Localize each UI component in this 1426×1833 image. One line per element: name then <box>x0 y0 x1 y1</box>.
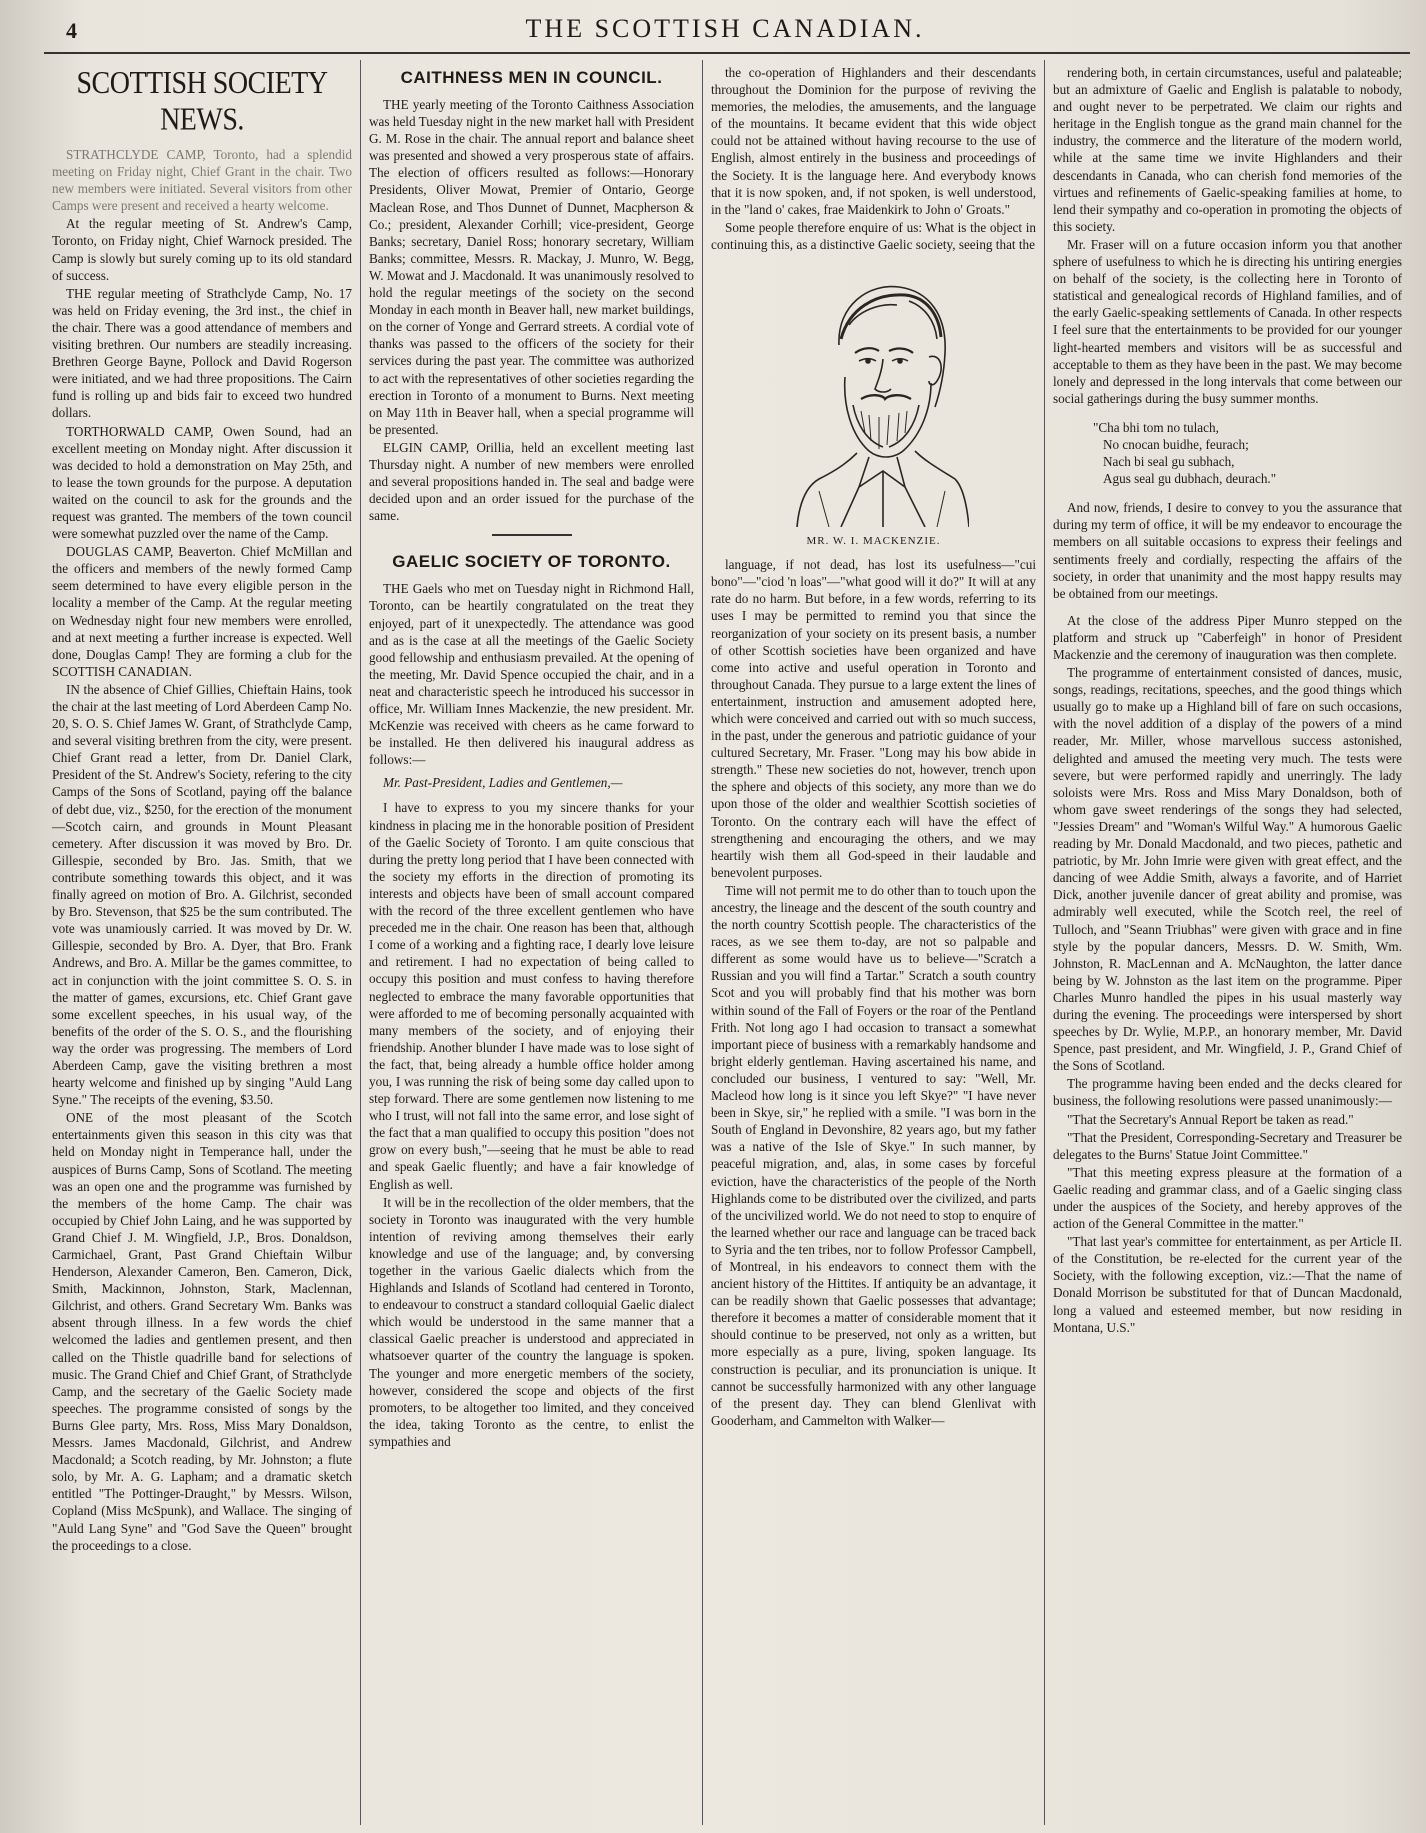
resolution: "That the Secretary's Annual Report be taken as read." <box>1067 1111 1354 1127</box>
article-paragraph: ELGIN CAMP, Orillia, held an excellent meeting last Thursday night. A number of new members were enrolled and several propositions handed in. The seal and badge were decided upon and an order issued for the purchase of the same. <box>369 439 694 524</box>
article-paragraph: Some people therefore enquire of us: What is the object in continuing this, as a distinctive Gaelic society, seeing that the <box>711 219 1036 252</box>
verse-line: "Cha bhi tom no tulach, <box>1093 419 1219 435</box>
article-paragraph: I have to express to you my sincere thanks for your kindness in placing me in the honorable position of President of the Gaelic Society of Toronto. I am quite conscious that during the pretty long period that I have been connected with the society my efforts in the direction of promoting its interests and objects have been of small account compared with the record of the three excellent gentlemen who have preceded me in the chair. One reason has been that, although I come of a working and a fighting race, I dearly love leisure and retirement. I had no expectation of being called to occupy this position and must confess to having therefore neglected to embrace the many favorable opportunities that were afforded to me of becoming personally acquainted with many members of the society, and of enjoying their friendship. Another blunder I have made was to lose sight of the fact, that, being already a humble office holder among you, I was running the risk of being some day called upon to step forward. There are some gentlemen now listening to me who I trust, will not fall into the same error, and lose sight of the fact that a man qualified to occupy this position "does not grow on every bush,"—seeing that he must be able to read and speak Gaelic fluently; and have a fair knowledge of English as well. <box>369 800 694 1192</box>
verse-line: Agus seal gu dubhach, deurach." <box>1103 471 1277 487</box>
resolution: "That last year's committee for entertainment, as per Article II. of the Constitution, be re-elected for the current year of the Society, with the following exception, viz.:—That the name of Donald Morrison be substituted for that of Duncan Macdonald, long a valued and esteemed member, but now residing in Montana, U.S." <box>1053 1234 1402 1335</box>
address-salutation: Mr. Past-President, Ladies and Gentlemen,— <box>383 775 623 791</box>
article-paragraph: THE Gaels who met on Tuesday night in Richmond Hall, Toronto, can be heartily congratulated on the treat they enjoyed, part of it unexpectedly. The attendance was good and as is the case at all the meetings of the Gaelic Society good fellowship and enthusiasm prevailed. At the opening of the meeting, Mr. David Spence occupied the chair, and in a neat and characteristic speech he introduced his successor in office, Mr. William Innes Mackenzie, the new president. Mr. McKenzie was received with cheers as he came forward to be installed. He then delivered his inaugural address as follows:— <box>369 581 694 768</box>
page-number: 4 <box>66 18 77 43</box>
article-paragraph: The programme of entertainment consisted of dances, music, songs, readings, recitations, speeches, and the good things which usually go to make up a Highland bill of fare on such occasions, with the novel addition of a display of the powers of a mind reader, Mr. Miller, whose marvellous success astonished, delighted and amused the meeting very much. The tests were severe, but were performed rapidly and unerringly. The lady soloists were Mrs. Ross and Miss Mary Donaldson, both of whom gave sweet renderings of the songs they had selected, "Jessies Dream" and "Woman's Wilful Way." A humorous Gaelic reading by Mr. Donald Macdonald, and two pieces, pathetic and patriotic, by Mr. John Imrie were given with great effect, and the dancing of wee Addie Smith, always a favorite, and of Harriet Dick, another juvenile dancer of great ability and promise, was admirably well executed, while the Scotch reel, the reel of Tulloch, and "Seann Triubhas" were given with grace and in fine style by the popular dancers, Messrs. D. W. Smith, Wm. Johnston, R. MacLennan and A. McNaughton, the latter dance being by W. Johnston as the last item on the programme. Piper Charles Munro handled the pipes in his usual masterly way during the evening. The proceedings were interspersed by short speeches by Dr. Wylie, M.P.P., an honorary member, Mr. David Spence, past president, and Mr. Wingfield, J. P., Grand Chief of the Sons of Scotland. <box>1053 665 1402 1074</box>
article-paragraph: ONE of the most pleasant of the Scotch entertainments given this season in this city was that held on Monday night in Temperance hall, under the auspices of Burns Camp, Sons of Scotland. The meeting was an open one and the programme was furnished by the members of the home Camp. The chair was occupied by Chief John Laing, and he was supported by Grand Chief J. M. Wingfield, J.P., Bros. Donaldson, Carmichael, Grant, Past Grand Chieftain Wilbur Henderson, Alexander Cameron, Ben. Cameron, Dick, Smith, Mackinnon, Johnston, Stark, Maclennan, Gilchrist, and others. Grand Secretary Wm. Banks was absent through illness. In a few words the chief welcomed the ladies and gentlemen present, and then called on the Thistle quadrille band for selections of music. The Grand Chief and Chief Grant, of Strathclyde Camp, and the secretary of the Gaelic Society made speeches. The programme consisted of songs by the Burns Glee party, Mrs. Ross, Miss Mary Donaldson, Messrs. James Macdonald, Gilchrist, and Andrew Macdonald; a Scotch reading, by Mr. Johnston; a flute solo, by Mr. A. G. Lapham; and a dramatic sketch entitled "The Pottinger-Draught," by Messrs. Wilson, Copland (Miss McSpunk), and Wallace. The singing of "Auld Lang Syne" and "God Save the Queen" brought the proceedings to a close. <box>52 1110 352 1553</box>
gaelic-verse <box>1093 419 1402 487</box>
article-paragraph: It will be in the recollection of the older members, that the society in Toronto was inaugurated with the very humble intention of reviving among themselves their early knowledge and use of the language; and, by conversing together in the various Gaelic dialects which from the Highlands and Islands of Scotland had centered in Toronto, to endeavour to construct a standard colloquial Gaelic dialect which would be understood in the same manner that a classical Gaelic preacher is understood and appreciated in whatsoever quarter of the country the language is spoken. The younger and more energetic members of the society, however, considered the scope and objects of the first promoters, to be altogether too limited, and they conceived the idea, taking Toronto as the centre, to enlist the sympathies and <box>369 1194 694 1449</box>
section-title-caithness: CAITHNESS MEN IN COUNCIL. <box>400 68 663 87</box>
column-2 <box>360 60 702 1825</box>
column-1 <box>44 60 360 1825</box>
article-paragraph: At the close of the address Piper Munro stepped on the platform and struck up "Caberfeigh" in honor of President Mackenzie and the ceremony of inauguration was then complete. <box>1053 612 1402 662</box>
article-paragraph: rendering both, in certain circumstances, useful and palateable; but an admixture of Gaelic and English is palatable to nobody, and ought never to be perpetrated. We claim our rights and heritage in the English tongue as the grand main channel for the industry, the commerce and the literature of the modern world, while at the same time we invite Highlanders and their descendants in Canada, who can cherish fond memories of the virtues and refinements of Gaelic-speaking families at home, to lend their sympathy and co-operation in promoting the objects of this society. <box>1053 65 1402 234</box>
article-paragraph: THE yearly meeting of the Toronto Caithness Association was held Tuesday night in the new market hall with President G. M. Rose in the chair. The annual report and balance sheet was presented and showed a very prosperous state of affairs. The election of officers resulted as follows:—Honorary Presidents, Oliver Mowat, Premier of Ontario, George Maclean Rose, and Thos Dunnet of Dunnet, Macpherson & Co.; president, Alexander Corhill; vice-president, George Banks; secretary, Daniel Ross; honorary secretary, William Banks; committee, Messrs. R. Mackay, J. Munro, W. Begg, W. Mowat and J. Macdonald. It was unanimously resolved to hold the regular meetings of the society on the second Monday in each month in Beaver hall, new market buildings, on the corner of Yonge and Gerrard streets. A cordial vote of thanks was passed to the officers of the society for their services during the past year. The committee was authorized to act with the representatives of other societies regarding the erection in Toronto of a monument to Burns. Next meeting on May 11th in Beaver hall, when a special programme will be presented. <box>369 97 694 437</box>
article-paragraph: THE regular meeting of Strathclyde Camp, No. 17 was held on Friday evening, the 3rd inst., the chief in the chair. There was a good attendance of members and visiting brethren. Our numbers are steadily increasing. Brethren George Bayne, Pollock and David Rogerson were initiated, and we had three propositions. The Cairn fund is rolling up and bids fair to exceed two hundred dollars. <box>52 285 352 421</box>
verse-line: Nach bi seal gu subhach, <box>1103 454 1235 470</box>
article-paragraph: STRATHCLYDE CAMP, Toronto, had a splendid meeting on Friday night, Chief Grant in the chair. Two new members were initiated. Several visitors from other Camps were present and received a hearty welcome. <box>52 147 352 214</box>
column-4 <box>1044 60 1410 1825</box>
resolution: "That the President, Corresponding-Secretary and Treasurer be delegates to the Burns' Statue Joint Committee." <box>1053 1129 1402 1162</box>
section-title-society-news: SCOTTISH SOCIETY NEWS. <box>76 65 328 138</box>
article-paragraph: language, if not dead, has lost its usefulness—"cui bono"—"ciod 'n loas"—"what good will it do?" It will at any rate do no harm. But before, in a few words, referring to its uses I may be permitted to remind you that since the reorganization of your society on its present basis, a number of other Scottish societies have been organized and have come into active and useful operation in Toronto and throughout Canada. They pursue to a large extent the lines of entertainment, instruction and amusement adopted here, which were conceived and carried out with so much success, in the past, under the generous and patriotic guidance of your cultured Secretary, Mr. Fraser. "Long may his bow abide in strength." These new societies do not, however, trench upon the sphere and objects of this society, any more than we do upon those of the older and wealthier Scottish societies of Toronto. On the contrary each will have the effect of strengthening and encouraging the others, and we may heartily wish them all God-speed in their laudable and benevolent purposes. <box>711 557 1036 880</box>
masthead-rule <box>44 52 1410 54</box>
article-paragraph: TORTHORWALD CAMP, Owen Sound, had an excellent meeting on Monday night. After discussion it was decided to hold a demonstration on May 25th, and to lease the town grounds for the purpose. A deputation waited on the council to ask for the grounds and the request was granted. The members of the town council were somewhat puzzled over the name of the Camp. <box>52 423 352 542</box>
article-paragraph: The programme having been ended and the decks cleared for business, the following resolutions were passed unanimously:— <box>1053 1076 1402 1109</box>
article-paragraph: At the regular meeting of St. Andrew's Camp, Toronto, on Friday night, Chief Warnock presided. The Camp is slowly but surely coming up to its old standard of success. <box>52 216 352 283</box>
article-paragraph: Time will not permit me to do other than to touch upon the ancestry, the lineage and the descent of the south country and the north country Scottish people. The characteristics of the races, as we see them to-day, are not so palpable and different as some would have us to believe—"Scratch a Russian and you will find a Tartar." Scratch a south country Scot and you will probably find that his mother was born within sound of the Fall of Foyers or the roar of the Pentland Frith. Not long ago I had occasion to transact a somewhat important piece of business with a remarkably handsome and bright elderly gentleman. Having ascertained his name, and concluded our business, I ventured to say: "Well, Mr. Macleod how long is it since you left Skye?" "I have never been in Skye, sir," he replied with a smile. "I was born in the South of England in Devonshire, 82 years ago, but my father was a native of the Isle of Skye." In such manner, by peaceful migration, and, alas, in some cases by forceful eviction, have the characteristics of the people of the North Highlands come to be distributed over the civilized, and parts of the uncivilized world. We do not need to stop to enquire of the learned whether our race and language can be traced back to Syria and the ten tribes, nor to follow Professor Campbell, of Montreal, in his endeavors to connect them with the ancient history of the Hittites. If antiquity be an advantage, it can be readily shown that Gaelic possesses that advantage; therefore it becomes a matter of considerable moment that it should continue to be preserved, not only as a written, but more especially as a pure, living, spoken language. Its construction is peculiar, and its pronunciation is unique. It cannot be successfully harmonized with any other language of the present day. They can blend Glenlivat with Gooderham, and Cammelton with Walker— <box>711 882 1036 1428</box>
column-3 <box>702 60 1044 1825</box>
resolution: "That this meeting express pleasure at the formation of a Gaelic reading and grammar class, and of a Gaelic singing class under the auspices of the Society, and hereby approves of the action of the General Committee in the matter." <box>1053 1164 1402 1232</box>
publication-title: THE SCOTTISH CANADIAN. <box>525 14 925 43</box>
masthead <box>40 8 1410 54</box>
article-paragraph: DOUGLAS CAMP, Beaverton. Chief McMillan and the officers and members of the newly formed Camp seem determined to have every eligible person in the locality a member of the Camp. At the regular meeting on Wednesday night four new members were enrolled, and at next meeting a further increase is expected. Well done, Douglas Camp! They are forming a club for the SCOTTISH CANADIAN. <box>52 544 352 679</box>
article-paragraph: the co-operation of Highlanders and their descendants throughout the Dominion for the purpose of reviving the memories, the melodies, the amusements, and the language of the mountains. It became evident that this wide object could not be attained without having recourse to the use of English, almost entirely in the business and proceedings of the Society. It is the language here. And everybody knows that it is now spoken, and, if not spoken, is well understood, in the "land o' cakes, frae Maidenkirk to John o' Groats." <box>711 65 1036 217</box>
columns <box>44 60 1410 1825</box>
article-paragraph: And now, friends, I desire to convey to you the assurance that during my term of office, it will be my endeavor to encourage the members on all suitable occasions to express their feelings and sentiments freely and cordially, respecting the affairs of the society, in order that unanimity and the most happy results may be obtained from our meetings. <box>1053 500 1402 601</box>
article-paragraph: IN the absence of Chief Gillies, Chieftain Hains, took the chair at the last meeting of Lord Aberdeen Camp No. 20, S. O. S. Chief James W. Grant, of Strathclyde Camp, and several visiting brethren from the city, were present. Chief Grant read a letter, from Dr. Daniel Clark, President of the St. Andrew's Society, refering to the city Camps of the Sons of Scotland, paying off the balance of debt due, viz., $250, for the erection of the monument—Scotch cairn, and grounds in Mount Pleasant cemetery. After discussion it was moved by Bro. Dr. Gillespie, seconded by Bro. Jas. Smith, that we contribute something towards this object, and it was finally agreed on motion of Bro. A. Gilchrist, seconded by Bro. Stevenson, that $25 be the sum contributed. The vote was unamiously carried. It was moved by Dr. W. Gillespie, seconded by Bro. A. Dyer, that Bro. Frank Andrews, and Bro. A. Millar be the games committee, to act in conjunction with the joint committee S. O. S. in the matter of games, excursions, etc. Chief Grant gave some excellent speeches, in his usual way, of the benefits of the order of the S. O. S., and the flourishing way the order was progressing. The members of Lord Aberdeen Camp, gave the visiting brethren a most hearty welcome and finished up by singing "Auld Lang Syne." The receipts of the evening, $3.50. <box>52 681 352 1108</box>
section-divider <box>492 534 572 536</box>
section-title-gaelic-society: GAELIC SOCIETY OF TORONTO. <box>392 552 671 572</box>
article-paragraph: Mr. Fraser will on a future occasion inform you that another sphere of usefulness to which he is directing his untiring energies on behalf of the society, is the collecting here in Toronto of statistical and genealogical records of Highland families, and of the early Gaelic-speaking settlements of Canada. In other respects I feel sure that the entertainments to be provided for our younger light-hearted members and visitors will be as successful and acceptable to them as they have been in the past. We may become lonely and depressed in the long intervals that come between our social gatherings during the busy summer months. <box>1053 236 1402 406</box>
portrait-illustration <box>779 265 969 527</box>
verse-line: No cnocan buidhe, feurach; <box>1103 436 1249 452</box>
portrait-caption: MR. W. I. MACKENZIE. <box>806 535 941 548</box>
